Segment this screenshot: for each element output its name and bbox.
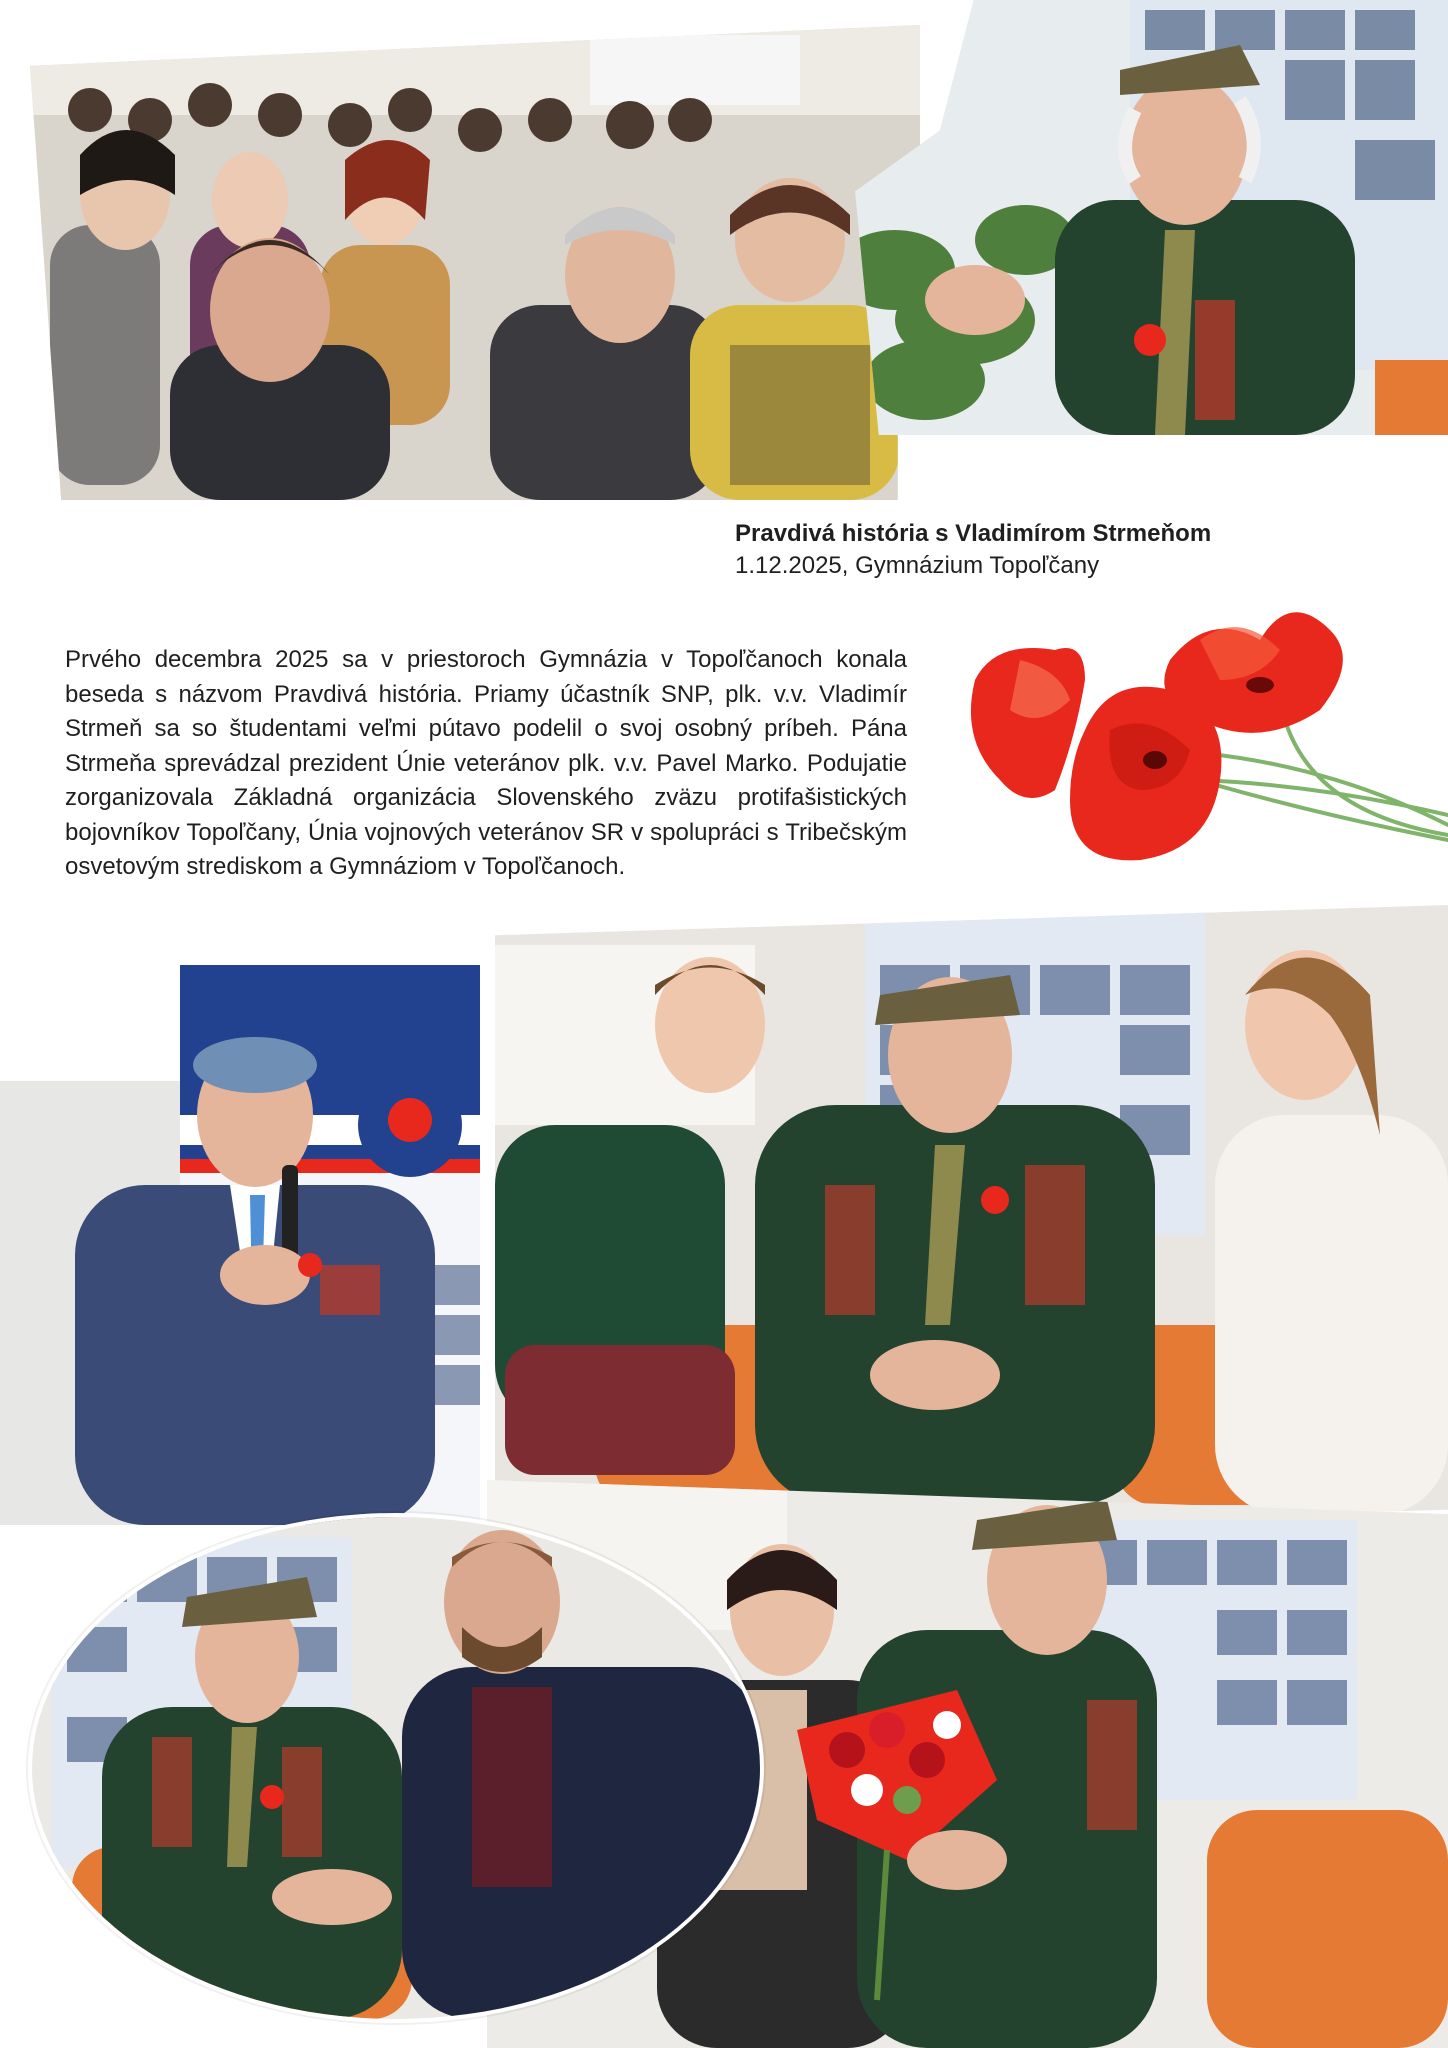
- poppy-flowers-illustration: [960, 580, 1448, 900]
- speaker-with-microphone-photo: [0, 965, 480, 1525]
- article-headline: [735, 518, 1335, 582]
- handshake-photo: [28, 1513, 764, 2023]
- page-number: 38: [38, 1985, 66, 2016]
- article-title: Pravdivá história s Vladimírom Strmeňom: [735, 520, 1212, 547]
- article-date-location: 1.12.2025, Gymnázium Topoľčany: [735, 552, 1100, 579]
- audience-photo: [30, 25, 920, 500]
- veteran-speaking-photo: [855, 0, 1448, 435]
- veteran-with-students-photo: [495, 905, 1448, 1535]
- article-body: Prvého decembra 2025 sa v priestoroch Gymnázia v Topoľčanoch konala beseda s názvom Pravdivá história. Priamy účastník SNP, plk. v.v. Vladimír Strmeň sa so študentami veľmi pútavo podelil o svoj osobný príbeh. Pána Strmeňa sprevádzal prezident Únie veteránov plk. v.v. Pavel Marko. Podujatie zorganizovala Základná organizácia Slovenského zväzu protifašistických bojovníkov Topoľčany, Únia vojnových veteránov SR v spolupráci s Tribečským osvetovým strediskom a Gymnáziom v Topoľčanoch.: [65, 646, 907, 880]
